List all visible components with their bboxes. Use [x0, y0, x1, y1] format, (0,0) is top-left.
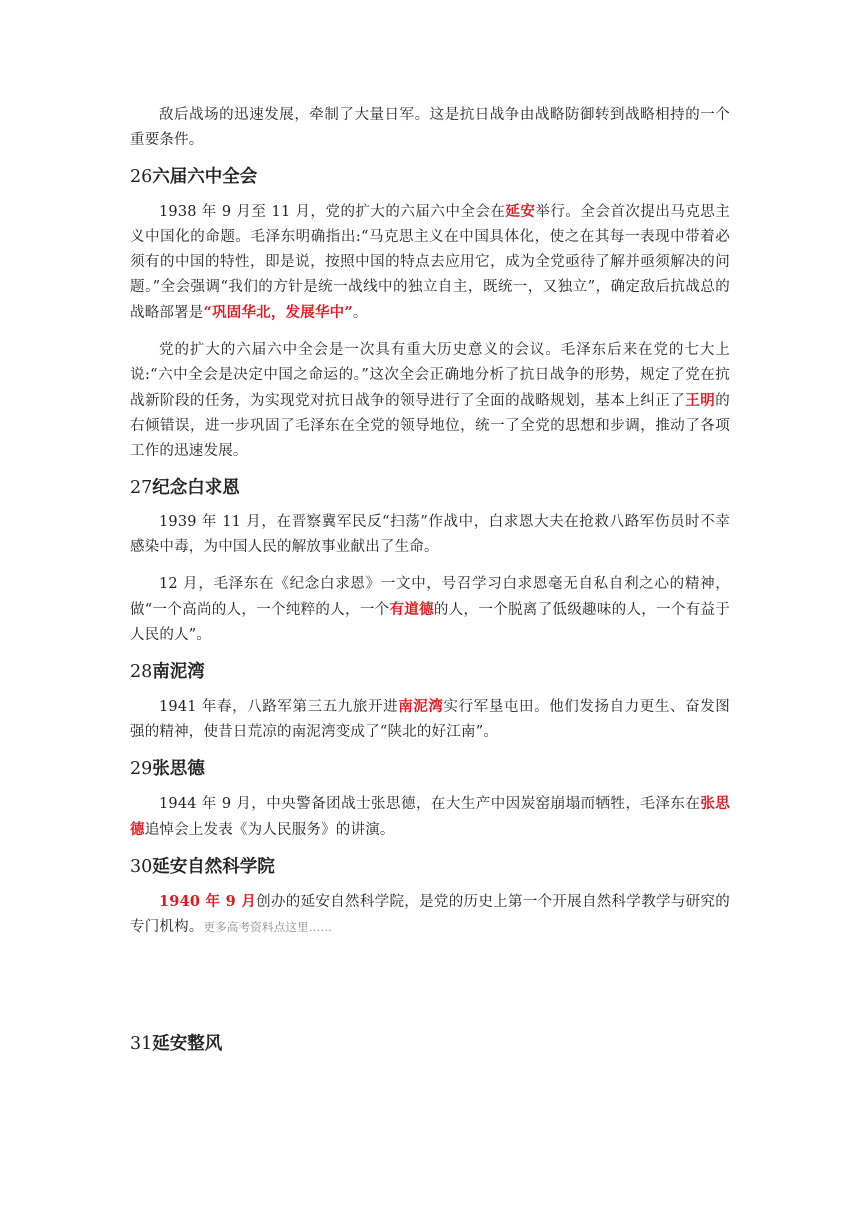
- section-title: 延安自然科学院: [152, 857, 275, 877]
- highlight-strategy: “巩固华北，发展华中”: [203, 304, 353, 321]
- section-title: 延安整风: [152, 1034, 223, 1054]
- section-number: 31: [130, 1034, 153, 1054]
- highlight-date: 1940 年 9 月: [159, 893, 257, 910]
- highlight-zhangside: 张思德: [130, 795, 730, 838]
- page-gap: [130, 952, 730, 1028]
- section-number: 27: [130, 478, 153, 498]
- section-number: 29: [130, 759, 153, 779]
- document-body: [130, 103, 730, 1066]
- section-26-paragraph-1: 1938 年 9 月至 11 月，党的扩大的六届六中全会在延安举行。全会首次提出马克思主义中国化的命题。毛泽东明确指出:“马克思主义在中国具体化，使之在其每一表现中带着必须有的中国的特性，即是说，按照中国的特点去应用它，成为全党亟待了解并亟须解决的问题。”全会强调“我们的方针是统一战线中的独立自主，既统一，又独立”，确定敌后抗战总的战略部署是“巩固华北，发展华中”。: [130, 203, 731, 321]
- section-29-heading: [130, 757, 730, 781]
- section-27-paragraph-1: 1939 年 11 月，在晋察冀军民反“扫荡”作战中，白求恩大夫在抢救八路军伤员时不幸感染中毒，为中国人民的解放事业献出了生命。: [130, 514, 730, 555]
- section-title: 张思德: [152, 759, 205, 779]
- section-number: 30: [130, 857, 153, 877]
- highlight-wangming: 王明: [685, 392, 716, 409]
- highlight-yanan: 延安: [505, 203, 536, 220]
- section-27-heading: [130, 476, 730, 500]
- more-materials-link[interactable]: 更多高考资料点这里……: [203, 920, 333, 934]
- section-30-paragraph-1: 1940 年 9 月创办的延安自然科学院，是党的历史上第一个开展自然科学教学与研究的专门机构。更多高考资料点这里……: [130, 893, 730, 935]
- section-26-paragraph-2: 党的扩大的六届六中全会是一次具有重大历史意义的会议。毛泽东后来在党的七大上说:“六中全会是决定中国之命运的。”这次全会正确地分析了抗日战争的形势，规定了党在抗战新阶段的任务，为实现党对抗日战争的领导进行了全面的战略规划，基本上纠正了王明的右倾错误，进一步巩固了毛泽东在全党的领导地位，统一了全党的思想和步调，推动了各项工作的迅速发展。: [130, 342, 730, 459]
- section-31-heading: [130, 1032, 730, 1056]
- section-27-paragraph-2: 12 月，毛泽东在《纪念白求恩》一文中，号召学习白求恩毫无自私自利之心的精神，做“一个高尚的人，一个纯粹的人，一个有道德的人，一个脱离了低级趣味的人，一个有益于人民的人”。: [130, 576, 730, 643]
- section-29-paragraph-1: 1944 年 9 月，中央警备团战士张思德，在大生产中因炭窑崩塌而牺牲，毛泽东在张思德追悼会上发表《为人民服务》的讲演。: [130, 795, 730, 838]
- section-title: 六届六中全会: [152, 167, 258, 187]
- section-number: 26: [130, 167, 153, 187]
- highlight-morality: 有道德: [389, 601, 434, 618]
- section-title: 纪念白求恩: [152, 478, 240, 498]
- intro-paragraph: 敌后战场的迅速发展，牵制了大量日军。这是抗日战争由战略防御转到战略相持的一个重要条件。: [130, 107, 730, 148]
- section-28-heading: [130, 660, 730, 684]
- section-title: 南泥湾: [152, 662, 205, 682]
- section-number: 28: [130, 662, 153, 682]
- section-26-heading: [130, 165, 730, 189]
- highlight-nanniwan: 南泥湾: [398, 698, 444, 715]
- section-30-heading: [130, 855, 730, 879]
- section-28-paragraph-1: 1941 年春，八路军第三五九旅开进南泥湾实行军垦屯田。他们发扬自力更生、奋发图强的精神，使昔日荒凉的南泥湾变成了“陕北的好江南”。: [130, 698, 730, 740]
